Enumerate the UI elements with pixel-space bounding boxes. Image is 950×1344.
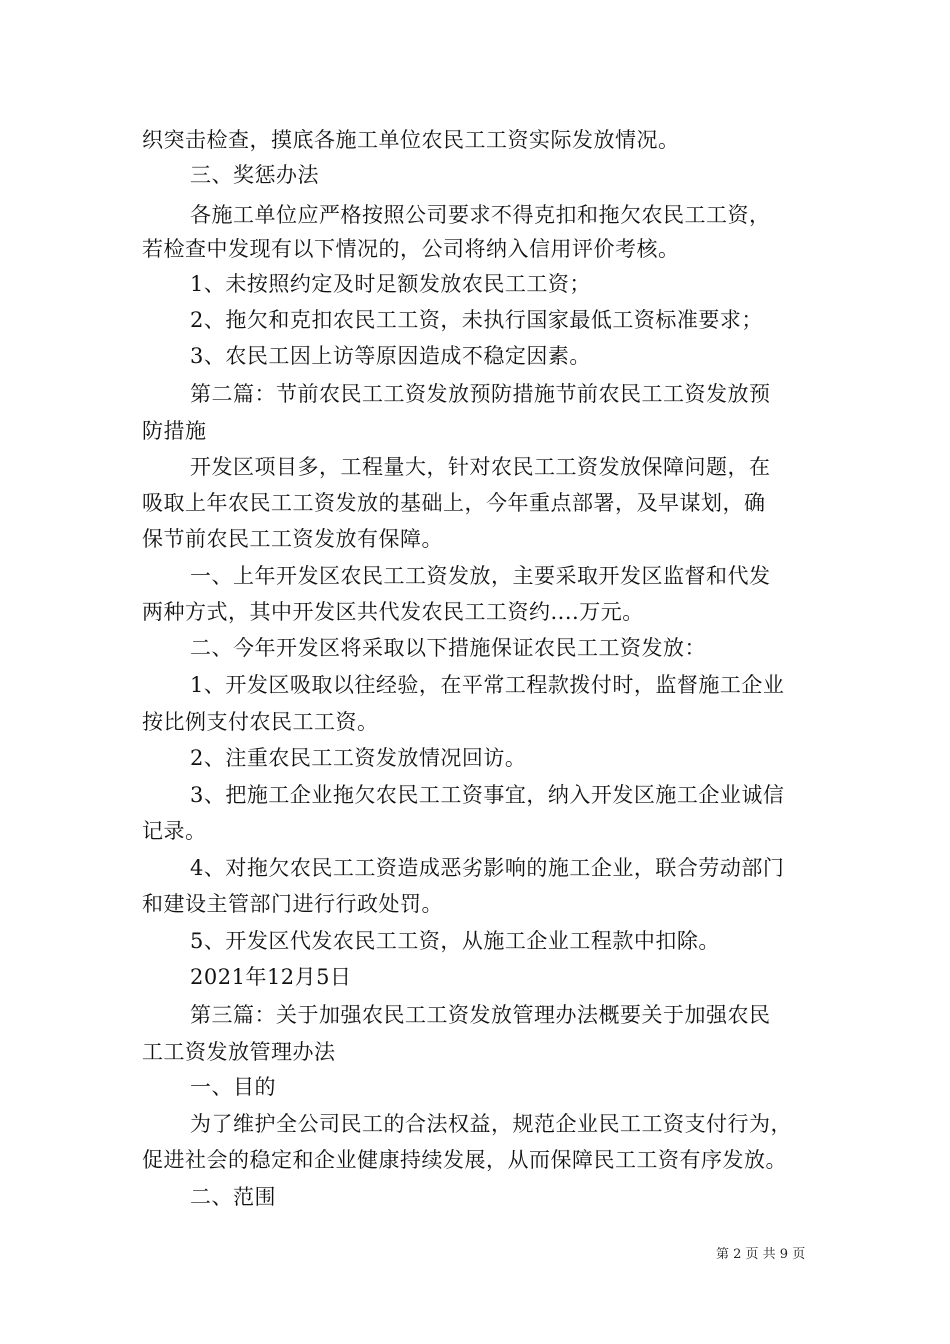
text-line: 若检查中发现有以下情况的，公司将纳入信用评价考核。 — [142, 237, 680, 261]
section-heading: 二、范围 — [190, 1185, 276, 1209]
text-line: 促进社会的稳定和企业健康持续发展，从而保障民工工资有序发放。 — [142, 1148, 787, 1172]
text-line: 开发区项目多，工程量大，针对农民工工资发放保障问题，在 — [190, 455, 771, 479]
chapter-title: 防措施 — [142, 419, 207, 443]
list-item: 3、把施工企业拖欠农民工工资事宜，纳入开发区施工企业诚信 — [190, 783, 785, 807]
text-line: 一、上年开发区农民工工资发放，主要采取开发区监督和代发 — [190, 564, 771, 588]
section-heading: 三、奖惩办法 — [190, 163, 319, 187]
date-line: 2021年12月5日 — [190, 965, 352, 989]
list-item: 和建设主管部门进行行政处罚。 — [142, 892, 443, 916]
text-line: 为了维护全公司民工的合法权益，规范企业民工工资支付行为， — [190, 1112, 792, 1136]
list-item: 2、注重农民工工资发放情况回访。 — [190, 746, 527, 770]
chapter-title: 工工资发放管理办法 — [142, 1040, 336, 1064]
text-line: 保节前农民工工资发放有保障。 — [142, 527, 443, 551]
text-line: 两种方式，其中开发区共代发农民工工资约....万元。 — [142, 600, 644, 624]
list-item: 按比例支付农民工工资。 — [142, 710, 379, 734]
list-item: 2、拖欠和克扣农民工工资，未执行国家最低工资标准要求； — [190, 308, 763, 332]
list-item: 3、农民工因上访等原因造成不稳定因素。 — [190, 344, 591, 368]
list-item: 1、未按照约定及时足额发放农民工工资； — [190, 272, 591, 296]
section-heading: 二、今年开发区将采取以下措施保证农民工工资发放： — [190, 636, 706, 660]
section-heading: 一、目的 — [190, 1075, 276, 1099]
list-item: 5、开发区代发农民工工资，从施工企业工程款中扣除。 — [190, 929, 720, 953]
chapter-title: 第二篇：节前农民工工资发放预防措施节前农民工工资发放预 — [190, 382, 771, 406]
list-item: 1、开发区吸取以往经验，在平常工程款拨付时，监督施工企业 — [190, 673, 785, 697]
text-line: 各施工单位应严格按照公司要求不得克扣和拖欠农民工工资， — [190, 203, 771, 227]
text-line: 织突击检查，摸底各施工单位农民工工资实际发放情况。 — [142, 128, 680, 152]
list-item: 4、对拖欠农民工工资造成恶劣影响的施工企业，联合劳动部门 — [190, 856, 785, 880]
list-item: 记录。 — [142, 819, 207, 843]
page-number: 第 2 页 共 9 页 — [716, 1247, 806, 1262]
text-line: 吸取上年农民工工资发放的基础上，今年重点部署，及早谋划，确 — [142, 491, 766, 515]
chapter-title: 第三篇：关于加强农民工工资发放管理办法概要关于加强农民 — [190, 1003, 771, 1027]
